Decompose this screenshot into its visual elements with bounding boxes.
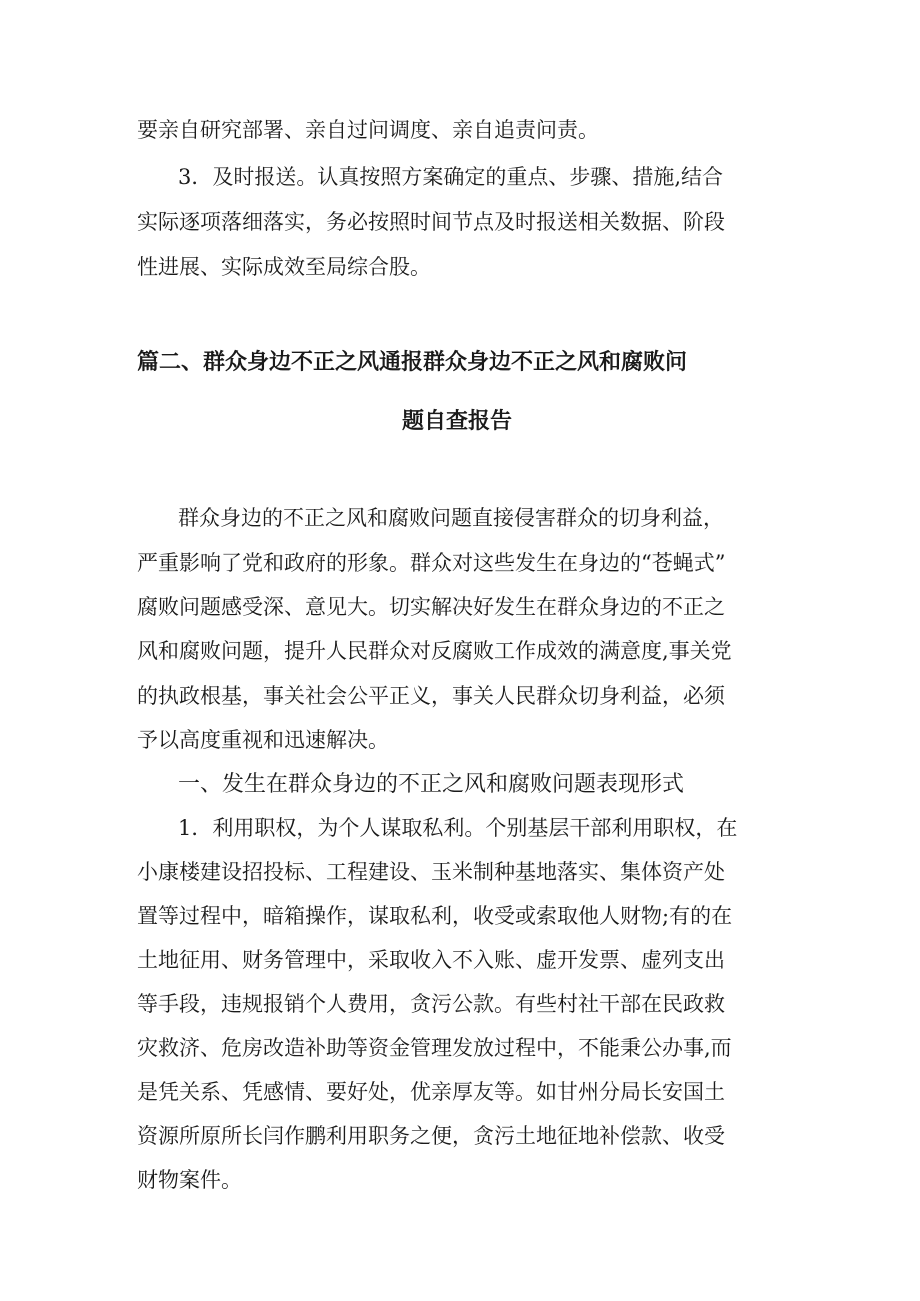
intro-line-1: 要亲自研究部署、亲自过问调度、亲自追责问责。 — [137, 118, 599, 142]
paragraph1-line-5: 的执政根基，事关社会公平正义，事关人民群众切身利益，必须 — [137, 684, 725, 708]
article-title-line-1: 篇二、群众身边不正之风通报群众身边不正之风和腐败问 — [137, 350, 688, 375]
section-heading: 一、发生在群众身边的不正之风和腐败问题表现形式 — [178, 772, 685, 797]
intro-line-3: 实际逐项落细落实，务必按照时间节点及时报送相关数据、阶段 — [137, 210, 725, 234]
intro-line-2: 3．及时报送。认真按照方案确定的重点、步骤、措施,结合 — [178, 165, 724, 189]
paragraph1-line-4: 风和腐败问题，提升人民群众对反腐败工作成效的满意度,事关党 — [137, 639, 732, 663]
paragraph2-line-6: 灾救济、危房改造补助等资金管理发放过程中，不能秉公办事,而 — [137, 1036, 732, 1060]
paragraph2-line-5: 等手段，违规报销个人费用，贪污公款。有些村社干部在民政救 — [137, 992, 725, 1016]
paragraph2-line-4: 土地征用、财务管理中，采取收入不入账、虚开发票、虚列支出 — [137, 948, 725, 972]
article-title-line-2: 题自查报告 — [402, 409, 513, 434]
paragraph1-line-1: 群众身边的不正之风和腐败问题直接侵害群众的切身利益， — [178, 506, 724, 530]
paragraph1-line-6: 予以高度重视和迅速解决。 — [137, 728, 389, 752]
paragraph2-line-1: 1．利用职权，为个人谋取私利。个别基层干部利用职权，在 — [178, 816, 738, 840]
paragraph2-line-2: 小康楼建设招投标、工程建设、玉米制种基地落实、集体资产处 — [137, 860, 725, 884]
intro-line-4: 性进展、实际成效至局综合股。 — [137, 255, 431, 279]
paragraph2-line-7: 是凭关系、凭感情、要好处，优亲厚友等。如甘州分局长安国土 — [137, 1080, 725, 1104]
paragraph2-line-3: 置等过程中，暗箱操作，谋取私利，收受或索取他人财物;有的在 — [137, 904, 733, 928]
paragraph2-line-9: 财物案件。 — [137, 1168, 242, 1192]
paragraph1-line-3: 腐败问题感受深、意见大。切实解决好发生在群众身边的不正之 — [137, 595, 725, 619]
paragraph2-line-8: 资源所原所长闫作鹏利用职务之便，贪污土地征地补偿款、收受 — [137, 1124, 725, 1148]
paragraph1-line-2: 严重影响了党和政府的形象。群众对这些发生在身边的“苍蝇式” — [137, 551, 726, 575]
